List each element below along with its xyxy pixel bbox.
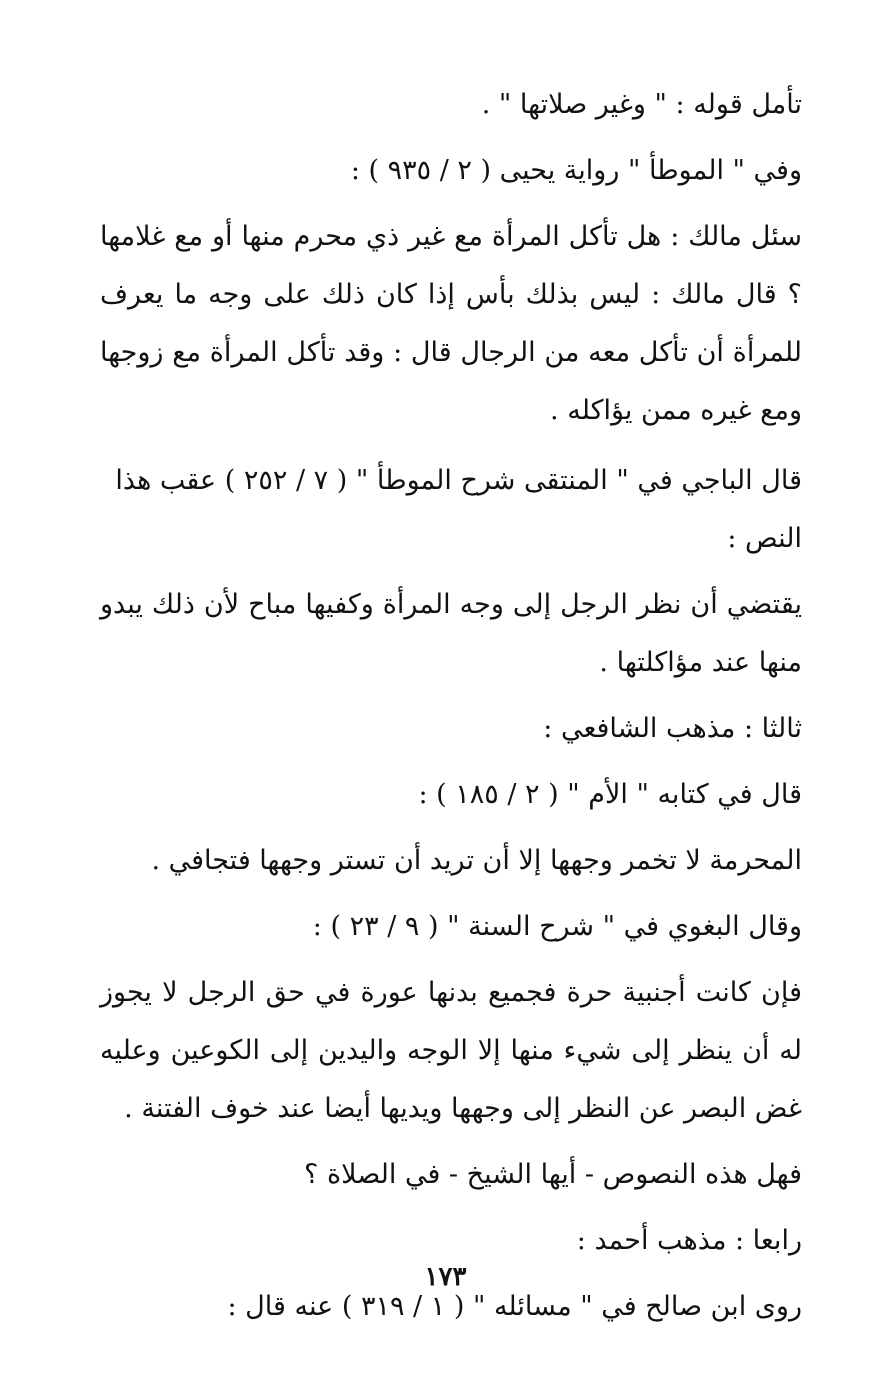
paragraph-7: قال في كتابه " الأم " ( ٢ / ١٨٥ ) : xyxy=(418,779,802,810)
paragraph-13: روى ابن صالح في " مسائله " ( ١ / ٣١٩ ) عنه قال : xyxy=(227,1291,802,1322)
paragraph-10: فإن كانت أجنبية حرة فجميع بدنها عورة في حق الرجل لا يجوز له أن ينظر إلى شيء منها إلا الوجه واليدين إلى الكوعين وعليه غض البصر عن النظر إلى وجهها ويديها أيضا عند خوف الفتنة . xyxy=(100,977,802,1124)
paragraph-9: وقال البغوي في " شرح السنة " ( ٩ / ٢٣ ) : xyxy=(312,911,802,942)
paragraph-8: المحرمة لا تخمر وجهها إلا أن تريد أن تستر وجهها فتجافي . xyxy=(151,845,802,876)
paragraph-3: سئل مالك : هل تأكل المرأة مع غير ذي محرم منها أو مع غلامها ؟ قال مالك : ليس بذلك بأس إذا كان ذلك على وجه ما يعرف للمرأة أن تأكل معه من الرجال قال : وقد تأكل المرأة مع زوجها ومع غيره ممن يؤاكله . xyxy=(100,221,802,426)
paragraph-1: تأمل قوله : " وغير صلاتها " . xyxy=(481,89,802,120)
paragraph-12: رابعا : مذهب أحمد : xyxy=(576,1225,802,1256)
paragraph-11: فهل هذه النصوص - أيها الشيخ - في الصلاة ؟ xyxy=(304,1159,802,1190)
paragraph-5: يقتضي أن نظر الرجل إلى وجه المرأة وكفيها مباح لأن ذلك يبدو منها عند مؤاكلتها . xyxy=(100,589,802,678)
page-body xyxy=(100,76,830,1336)
paragraph-2: وفي " الموطأ " رواية يحيى ( ٢ / ٩٣٥ ) : xyxy=(350,155,802,186)
paragraph-6: ثالثا : مذهب الشافعي : xyxy=(543,713,802,744)
paragraph-4: قال الباجي في " المنتقى شرح الموطأ " ( ٧ / ٢٥٢ ) عقب هذا النص : xyxy=(115,465,802,554)
page-number: ١٧٣ xyxy=(424,1262,467,1292)
